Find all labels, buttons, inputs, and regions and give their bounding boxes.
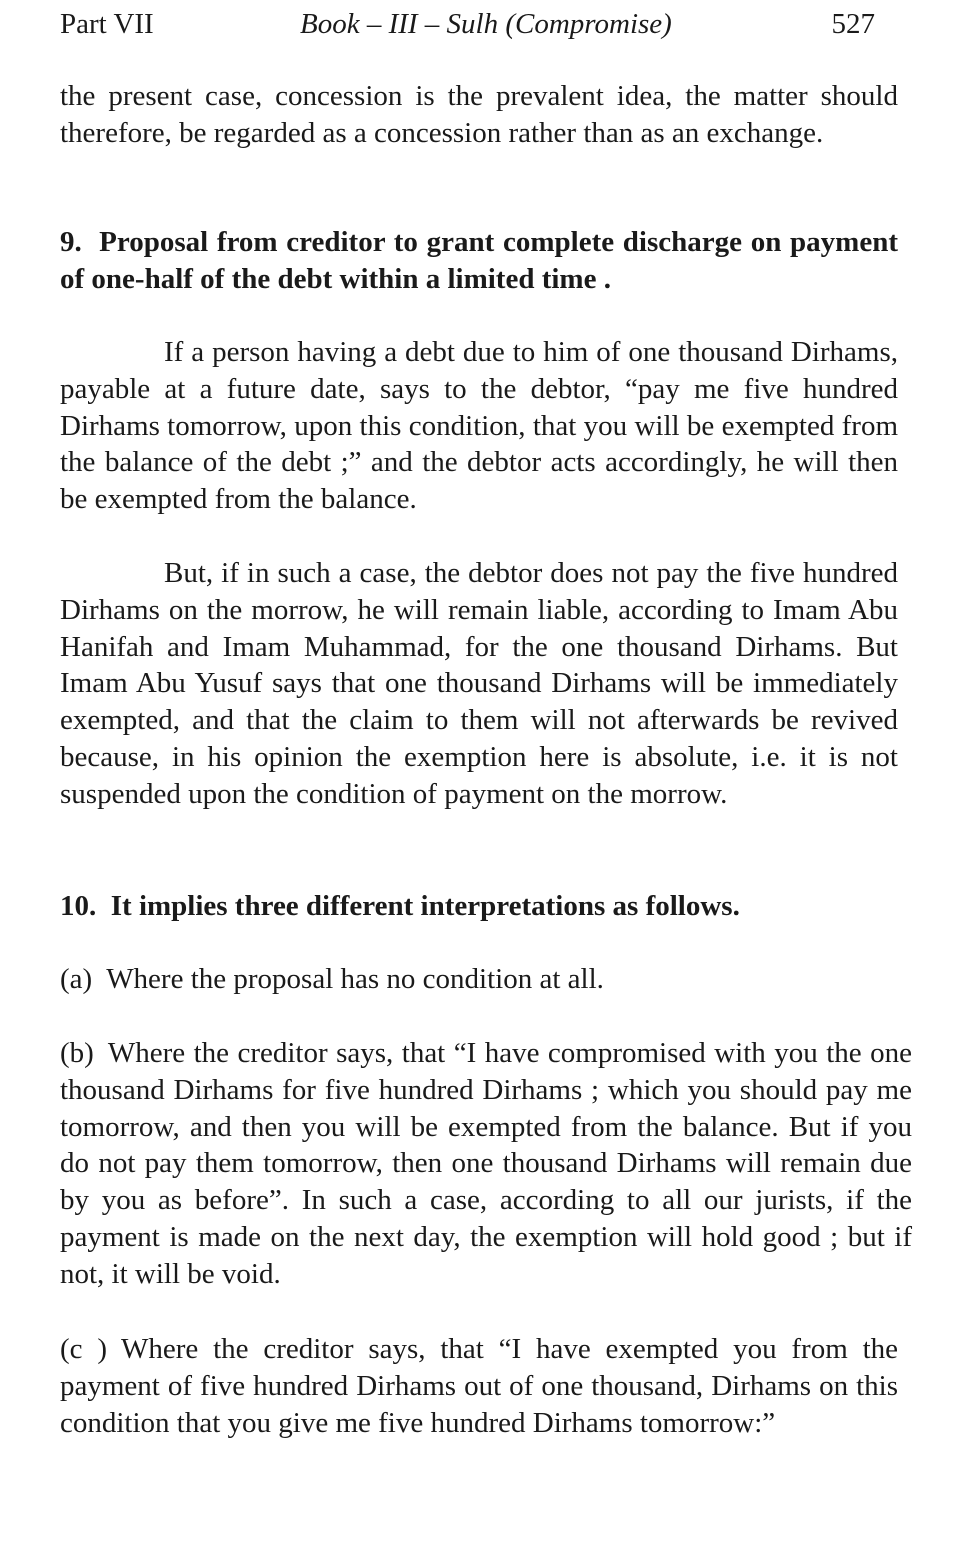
- item-b-marker: (b): [60, 1037, 94, 1069]
- intro-paragraph: the present case, concession is the prevalent idea, the matter should therefore, be regarded as a concession rather than as an exchange.: [60, 80, 898, 149]
- item-a-text: Where the proposal has no condition at all.: [106, 963, 604, 995]
- header-part: Part VII: [60, 8, 154, 40]
- header-title: Book – III – Sulh (Compromise): [300, 8, 672, 40]
- item-a: [60, 961, 898, 998]
- item-a-marker: (a): [60, 963, 93, 995]
- item-b-text: Where the creditor says, that “I have compromised with you the one thousand Dirhams for five hundred Dirhams ; which you should pay me tomorrow, and then you will be exempted from the balance. But if you do not pay them tomorrow, then one thousand Dirhams will remain due by you as before”. In such a case, according to all our jurists, if the payment is made on the next day, the exemption will hold good ; but if not, it will be void.: [60, 1037, 912, 1290]
- paragraph-1: If a person having a debt due to him of one thousand Dirhams, payable at a future date, says to the debtor, “pay me five hundred Dirhams tomorrow, upon this condition, that you will be exempted from the balance of the debt ;” and the debtor acts accordingly, he will then be exempted from the balance.: [60, 336, 898, 516]
- item-c-text: Where the creditor says, that “I have exempted you from the payment of five hundred Dirhams out of one thousand, Dirhams on this condition that you give me five hundred Dirhams tomorrow:”: [60, 1333, 898, 1439]
- section-9-number: 9.: [60, 226, 82, 258]
- section-9-heading: [60, 224, 898, 298]
- section-10-heading: [60, 888, 898, 925]
- item-b: [60, 1035, 912, 1293]
- item-c: [60, 1331, 898, 1441]
- item-c-marker: (c ): [60, 1333, 107, 1365]
- section-9-title: Proposal from creditor to grant complete discharge on payment of one-half of the debt within a limited time .: [60, 226, 899, 295]
- paragraph-2: But, if in such a case, the debtor does not pay the five hundred Dirhams on the morrow, he will remain liable, according to Imam Abu Hanifah and Imam Muhammad, for the one thousand Dirhams. But Imam Abu Yusuf says that one thousand Dirhams will be immediately exempted, and that the claim to them will not afterwards be revived because, in his opinion the exemption here is absolute, i.e. it is not suspended upon the condition of payment on the morrow.: [60, 557, 898, 810]
- section-10-number: 10.: [60, 890, 97, 922]
- running-header: [60, 4, 875, 44]
- section-10-title: It implies three different interpretations as follows.: [110, 890, 740, 922]
- page-number: 527: [831, 8, 875, 40]
